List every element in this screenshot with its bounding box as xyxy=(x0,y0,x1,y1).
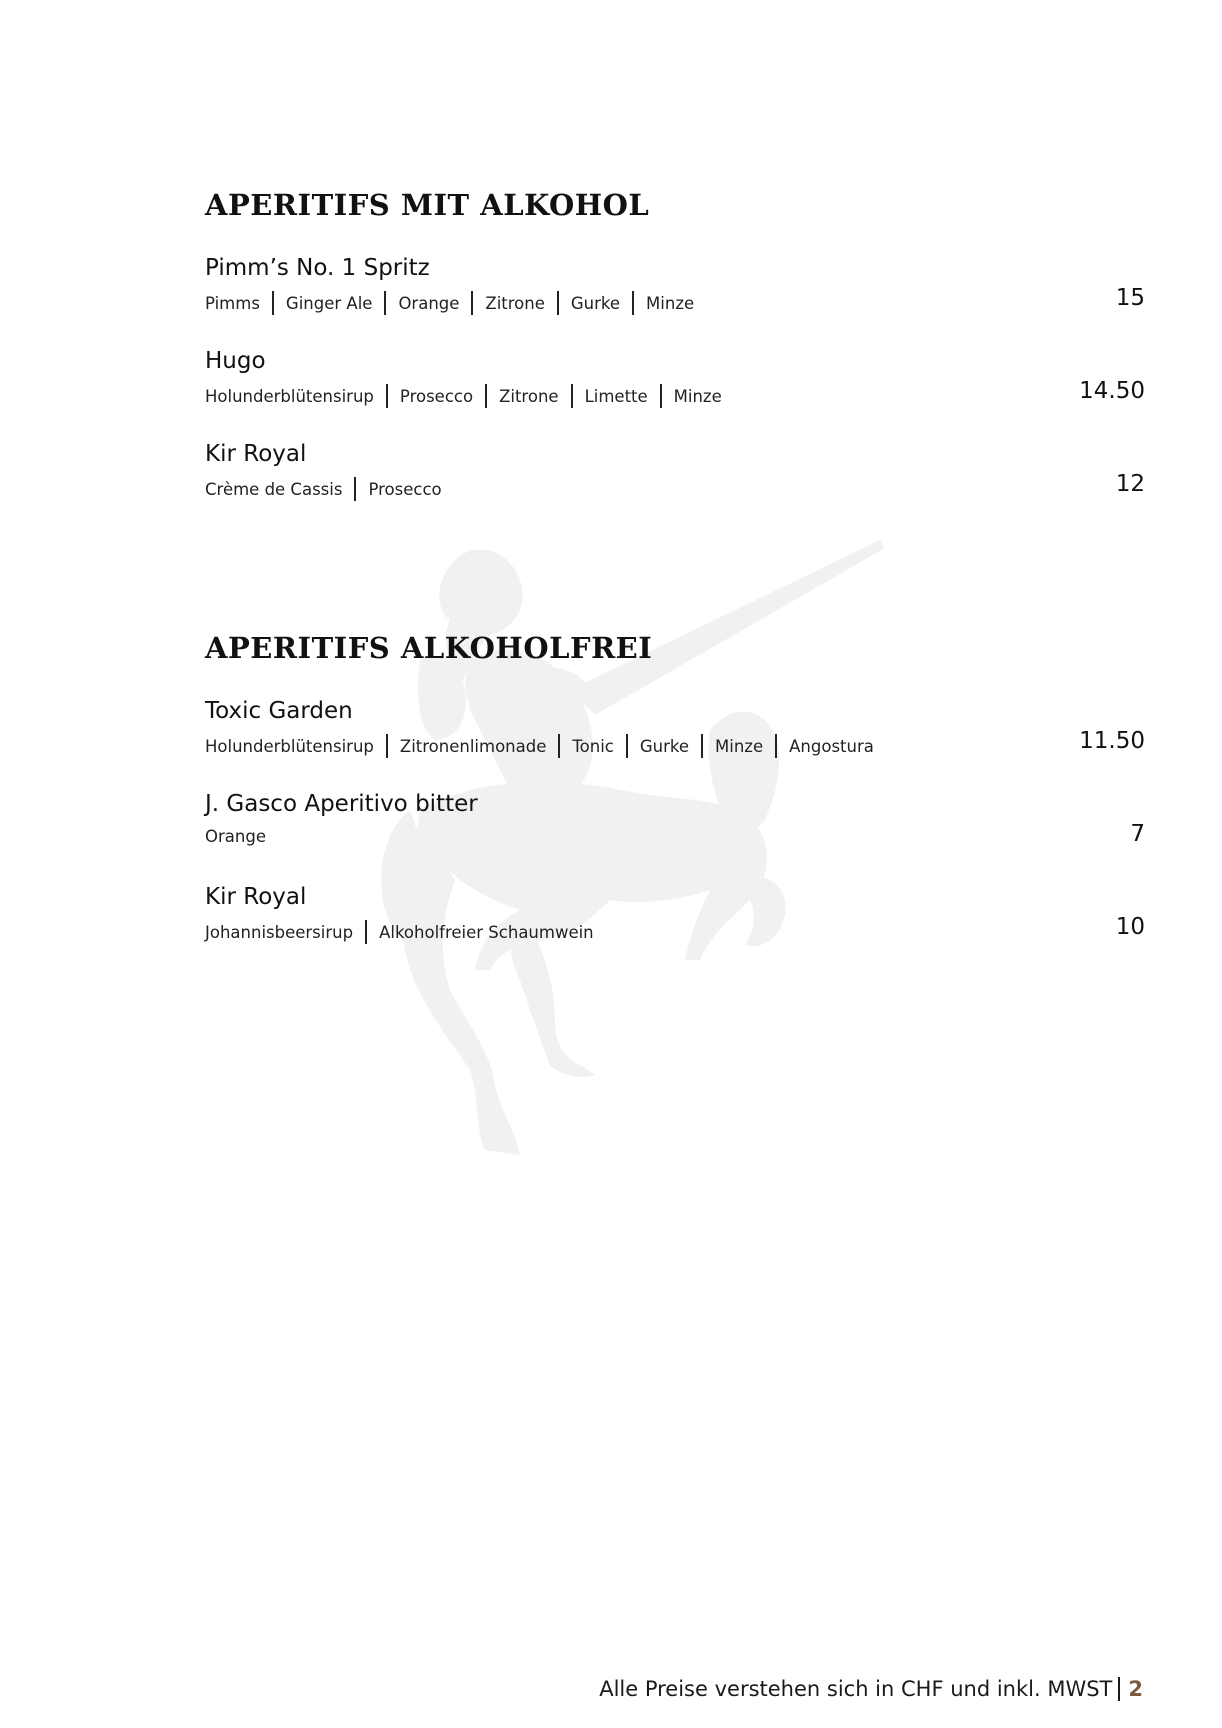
item-name: J. Gasco Aperitivo bitter xyxy=(205,791,478,817)
ingredient: Alkoholfreier Schaumwein xyxy=(379,922,594,942)
item-ingredients xyxy=(205,291,694,315)
ingredient: Limette xyxy=(584,386,648,406)
section-non-alcoholic xyxy=(205,631,1145,977)
section-title: APERITIFS MIT ALKOHOL xyxy=(205,188,650,222)
item-price: 12 xyxy=(1115,471,1145,497)
ingredient: Angostura xyxy=(789,736,874,756)
menu-item xyxy=(205,698,1145,791)
footer xyxy=(599,1677,1143,1701)
ingredient: Johannisbeersirup xyxy=(205,922,354,942)
separator xyxy=(386,734,388,758)
ingredient: Orange xyxy=(205,827,266,846)
menu-item xyxy=(205,884,1145,977)
item-name: Kir Royal xyxy=(205,884,307,910)
separator xyxy=(701,734,703,758)
ingredient: Minze xyxy=(646,293,695,313)
ingredient: Holunderblütensirup xyxy=(205,736,374,756)
page-number: 2 xyxy=(1128,1677,1143,1701)
ingredient: Gurke xyxy=(639,736,690,756)
section-alcoholic xyxy=(205,188,1145,534)
separator xyxy=(660,384,662,408)
item-ingredients xyxy=(205,477,442,501)
separator xyxy=(632,291,634,315)
separator xyxy=(571,384,573,408)
ingredient: Zitronenlimonade xyxy=(399,736,547,756)
item-list xyxy=(205,698,1145,977)
separator xyxy=(365,920,367,944)
separator xyxy=(384,291,386,315)
separator xyxy=(626,734,628,758)
menu-item xyxy=(205,441,1145,534)
ingredient: Ginger Ale xyxy=(285,293,373,313)
item-ingredients xyxy=(205,734,874,758)
item-name: Toxic Garden xyxy=(205,698,353,724)
separator xyxy=(775,734,777,758)
item-price: 10 xyxy=(1115,914,1145,940)
ingredient: Zitrone xyxy=(499,386,559,406)
ingredient: Orange xyxy=(398,293,460,313)
separator xyxy=(386,384,388,408)
item-ingredients xyxy=(205,384,722,408)
ingredient: Holunderblütensirup xyxy=(205,386,374,406)
separator xyxy=(557,291,559,315)
ingredient: Pimms xyxy=(205,293,260,313)
ingredient: Crème de Cassis xyxy=(205,479,343,499)
item-price: 7 xyxy=(1130,821,1145,847)
item-name: Pimm’s No. 1 Spritz xyxy=(205,255,430,281)
separator xyxy=(558,734,560,758)
menu-item xyxy=(205,791,1145,884)
separator xyxy=(272,291,274,315)
separator xyxy=(471,291,473,315)
ingredient: Prosecco xyxy=(399,386,474,406)
ingredient: Zitrone xyxy=(485,293,545,313)
item-name: Kir Royal xyxy=(205,441,307,467)
item-price: 15 xyxy=(1115,285,1145,311)
menu-item xyxy=(205,348,1145,441)
ingredient: Prosecco xyxy=(368,479,442,499)
section-title: APERITIFS ALKOHOLFREI xyxy=(205,631,653,665)
item-ingredients xyxy=(205,920,594,944)
separator xyxy=(485,384,487,408)
ingredient: Gurke xyxy=(570,293,621,313)
item-list xyxy=(205,255,1145,534)
item-price: 11.50 xyxy=(1079,728,1145,754)
item-ingredients xyxy=(205,827,266,846)
ingredient: Tonic xyxy=(572,736,614,756)
item-name: Hugo xyxy=(205,348,266,374)
ingredient: Minze xyxy=(715,736,764,756)
item-price: 14.50 xyxy=(1079,378,1145,404)
ingredient: Minze xyxy=(673,386,722,406)
footer-separator xyxy=(1118,1677,1120,1701)
separator xyxy=(354,477,356,501)
menu-item xyxy=(205,255,1145,348)
footer-note: Alle Preise verstehen sich in CHF und inkl. MWST xyxy=(599,1677,1113,1701)
